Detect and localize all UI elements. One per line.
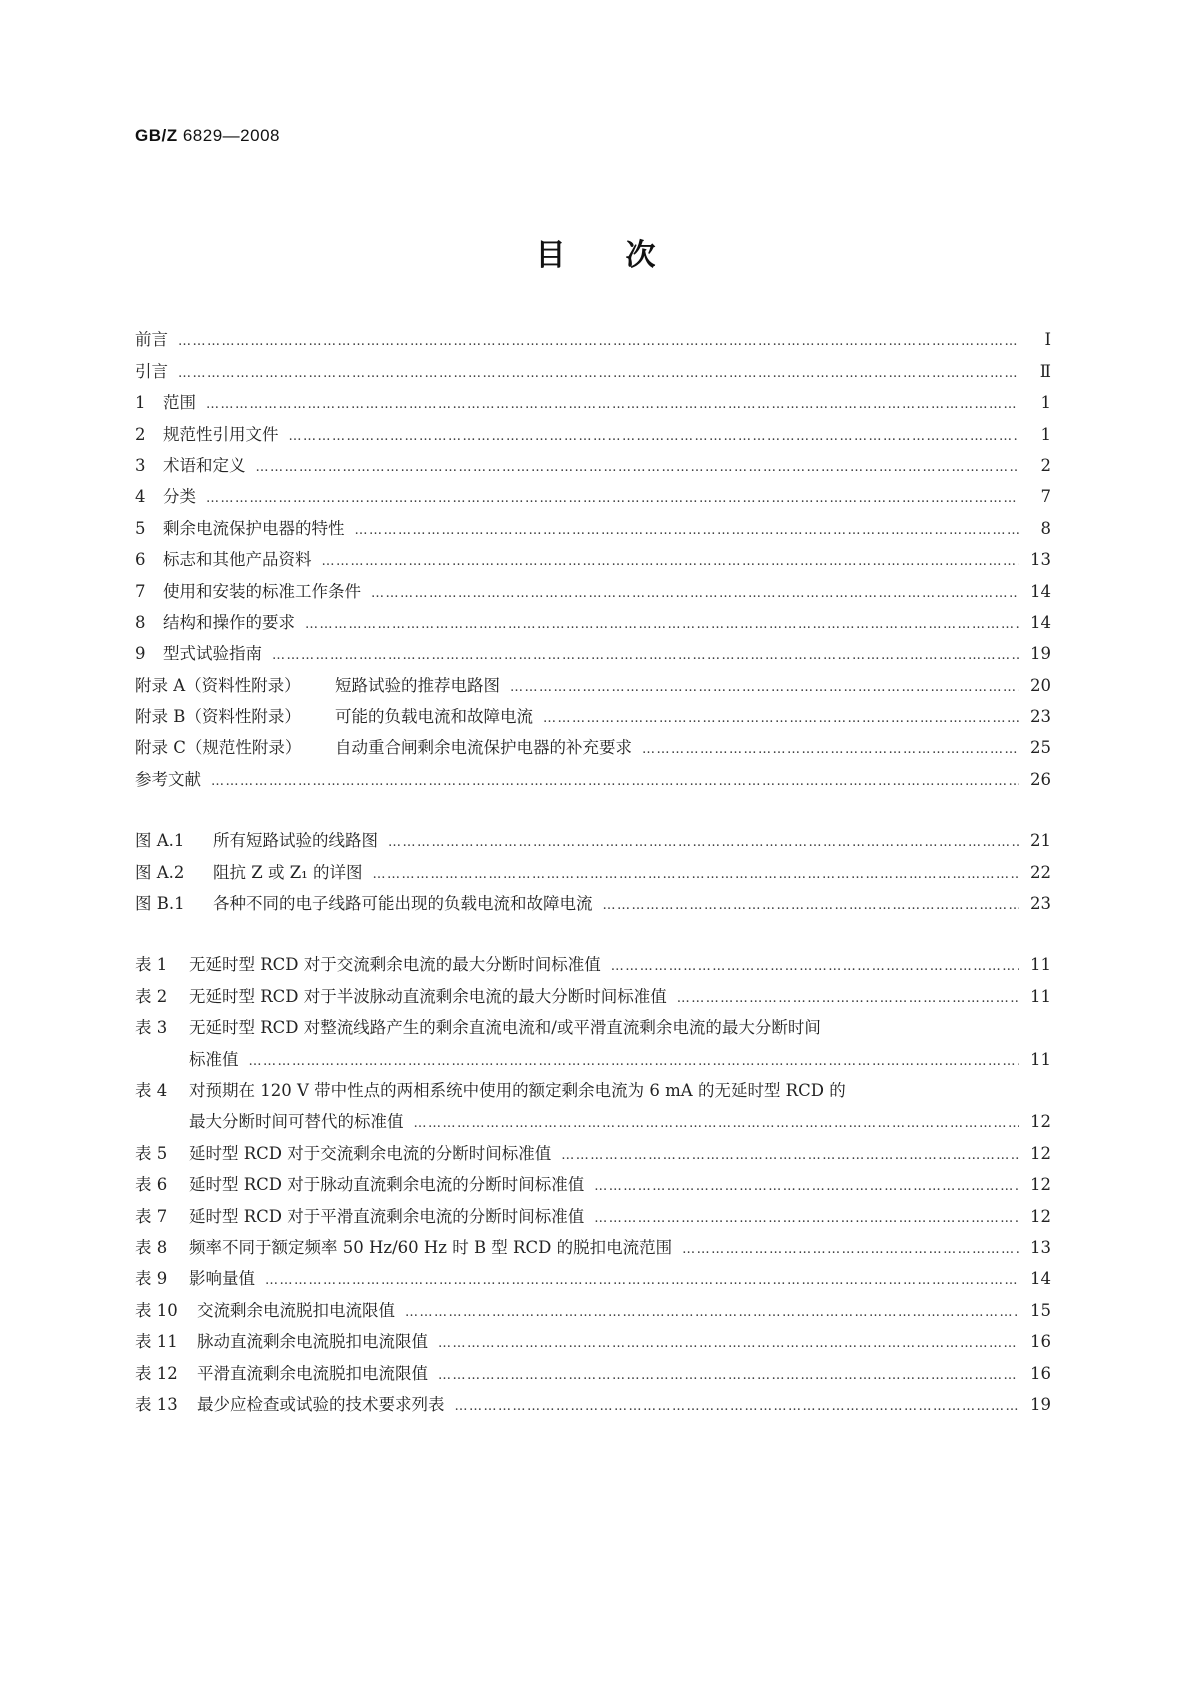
table-entry[interactable]: [135, 1171, 1051, 1202]
leader-dots: [355, 523, 1020, 538]
leader-dots: [561, 1148, 1019, 1163]
toc-entry-page: 2: [1040, 455, 1051, 475]
toc-entry-title: 参考文献: [135, 769, 201, 789]
leader-dots: [206, 491, 1019, 506]
leader-dots: [455, 1399, 1020, 1414]
toc-entry[interactable]: [135, 514, 1051, 545]
leader-dots: [272, 648, 1019, 663]
toc-entry-page: 25: [1030, 738, 1051, 758]
table-title: 影响量值: [189, 1269, 255, 1289]
leader-dots: [289, 429, 1020, 444]
toc-entry-title: 范围: [163, 393, 196, 413]
toc-entry-title: 可能的负载电流和故障电流: [335, 707, 533, 727]
leader-dots: [305, 617, 1019, 632]
leader-dots: [388, 835, 1019, 850]
toc-entry-number: 9: [135, 644, 146, 664]
toc-entry[interactable]: [135, 452, 1051, 483]
standard-code: 6829—2008: [182, 126, 280, 145]
toc-entry[interactable]: [135, 483, 1051, 514]
figure-page: 23: [1030, 894, 1051, 914]
toc-entry-title: 剩余电流保护电器的特性: [163, 518, 345, 538]
toc-entry-title: 引言: [135, 361, 168, 381]
toc-entry-page: 1: [1040, 393, 1051, 413]
toc-entry-page: 26: [1030, 769, 1051, 789]
table-page: 16: [1030, 1332, 1051, 1352]
toc-entry[interactable]: [135, 420, 1051, 451]
toc-entry-number: 附录 A（资料性附录）: [135, 675, 301, 695]
figure-entry[interactable]: [135, 890, 1051, 921]
toc-entry-page: Ⅱ: [1039, 361, 1051, 381]
leader-dots: [594, 1211, 1019, 1226]
table-entry[interactable]: [135, 1139, 1051, 1170]
toc-entry-page: 14: [1030, 612, 1051, 632]
figure-title: 各种不同的电子线路可能出现的负载电流和故障电流: [213, 894, 593, 914]
leader-dots: [543, 711, 1019, 726]
leader-dots: [206, 397, 1019, 412]
table-page: 11: [1030, 1049, 1051, 1069]
toc-entry[interactable]: [135, 671, 1051, 702]
table-title: 交流剩余电流脱扣电流限值: [197, 1300, 395, 1320]
table-entry[interactable]: [135, 1391, 1051, 1422]
section-gap: [135, 921, 1051, 951]
table-entry[interactable]: [135, 951, 1051, 982]
toc-entry-title: 标志和其他产品资料: [163, 550, 312, 570]
figure-title: 阻抗 Z 或 Z₁ 的详图: [213, 862, 363, 882]
toc-entry-title: 型式试验指南: [163, 644, 262, 664]
toc-entry-title: 规范性引用文件: [163, 424, 279, 444]
toc-entry-page: Ⅰ: [1044, 330, 1051, 350]
table-title: 对预期在 120 V 带中性点的两相系统中使用的额定剩余电流为 6 mA 的无延时型 RCD 的: [189, 1080, 846, 1100]
standard-prefix: GB/Z: [135, 126, 178, 145]
leader-dots: [178, 366, 1019, 381]
figure-number: 图 A.2: [135, 862, 185, 882]
table-page: 12: [1030, 1206, 1051, 1226]
toc-entry[interactable]: [135, 703, 1051, 734]
table-entry[interactable]: [135, 1328, 1051, 1359]
table-title: 延时型 RCD 对于交流剩余电流的分断时间标准值: [189, 1143, 552, 1163]
table-entry-continuation[interactable]: [135, 1108, 1051, 1139]
leader-dots: [414, 1116, 1020, 1131]
table-page: 19: [1030, 1394, 1051, 1414]
toc-entry[interactable]: [135, 734, 1051, 765]
table-title: 频率不同于额定频率 50 Hz/60 Hz 时 B 型 RCD 的脱扣电流范围: [189, 1237, 673, 1257]
leader-dots: [603, 898, 1020, 913]
table-page: 15: [1030, 1300, 1051, 1320]
table-number: 表 12: [135, 1363, 178, 1383]
toc-entry-page: 23: [1030, 707, 1051, 727]
toc-entry-page: 7: [1040, 487, 1051, 507]
toc-entry-number: 2: [135, 424, 146, 444]
table-number: 表 1: [135, 955, 168, 975]
toc-entry-page: 20: [1030, 675, 1051, 695]
toc-entry[interactable]: [135, 609, 1051, 640]
table-entry[interactable]: [135, 982, 1051, 1013]
table-title: 延时型 RCD 对于平滑直流剩余电流的分断时间标准值: [189, 1206, 585, 1226]
table-entry[interactable]: [135, 1296, 1051, 1327]
table-title: 延时型 RCD 对于脉动直流剩余电流的分断时间标准值: [189, 1175, 585, 1195]
leader-dots: [256, 460, 1020, 475]
table-page: 12: [1030, 1175, 1051, 1195]
leader-dots: [265, 1273, 1019, 1288]
toc-entry-page: 1: [1040, 424, 1051, 444]
toc-entry-number: 4: [135, 487, 146, 507]
toc-entry-title: 短路试验的推荐电路图: [335, 675, 500, 695]
figure-page: 21: [1030, 831, 1051, 851]
toc-entry-title: 自动重合闸剩余电流保护电器的补充要求: [335, 738, 632, 758]
toc-entry[interactable]: [135, 546, 1051, 577]
figure-entry[interactable]: [135, 858, 1051, 889]
table-number: 表 4: [135, 1080, 168, 1100]
leader-dots: [178, 334, 1019, 349]
leader-dots: [642, 742, 1019, 757]
table-entry[interactable]: [135, 1014, 1051, 1045]
toc-entry-number: 8: [135, 612, 146, 632]
toc-entry[interactable]: [135, 326, 1051, 357]
leader-dots: [322, 554, 1020, 569]
table-number: 表 2: [135, 986, 168, 1006]
toc-entry-title: 前言: [135, 330, 168, 350]
table-number: 表 13: [135, 1394, 178, 1414]
toc-entry[interactable]: [135, 357, 1051, 388]
leader-dots: [373, 867, 1019, 882]
table-number: 表 7: [135, 1206, 168, 1226]
figure-entry[interactable]: [135, 827, 1051, 858]
leader-dots: [405, 1305, 1019, 1320]
table-entry[interactable]: [135, 1234, 1051, 1265]
page-title: 目次: [535, 238, 716, 273]
leader-dots: [211, 774, 1019, 789]
toc-entry-title: 分类: [163, 487, 196, 507]
leader-dots: [594, 1179, 1019, 1194]
standard-number: [135, 126, 280, 146]
toc-entry-page: 14: [1030, 581, 1051, 601]
leader-dots: [611, 959, 1019, 974]
table-page: 16: [1030, 1363, 1051, 1383]
toc-entry-title: 术语和定义: [163, 455, 246, 475]
toc-entry-page: 19: [1030, 644, 1051, 664]
table-number: 表 8: [135, 1237, 168, 1257]
section-gap: [135, 797, 1051, 827]
toc-entry-title: 结构和操作的要求: [163, 612, 295, 632]
toc-entry-title: 使用和安装的标准工作条件: [163, 581, 361, 601]
table-of-contents: [135, 326, 1051, 1422]
figure-page: 22: [1030, 862, 1051, 882]
leader-dots: [438, 1368, 1019, 1383]
table-page: 12: [1030, 1143, 1051, 1163]
toc-entry-number: 3: [135, 455, 146, 475]
table-page: 12: [1030, 1112, 1051, 1132]
table-number: 表 9: [135, 1269, 168, 1289]
table-entry[interactable]: [135, 1077, 1051, 1108]
leader-dots: [249, 1054, 1020, 1069]
table-number: 表 3: [135, 1018, 168, 1038]
figure-title: 所有短路试验的线路图: [213, 831, 378, 851]
table-entry-continuation[interactable]: [135, 1045, 1051, 1076]
table-number: 表 6: [135, 1175, 168, 1195]
table-title: 无延时型 RCD 对于交流剩余电流的最大分断时间标准值: [189, 955, 601, 975]
table-number: 表 10: [135, 1300, 178, 1320]
table-number: 表 11: [135, 1332, 178, 1352]
leader-dots: [682, 1242, 1019, 1257]
table-page: 11: [1030, 955, 1051, 975]
toc-entry[interactable]: [135, 640, 1051, 671]
table-entry[interactable]: [135, 1202, 1051, 1233]
table-title: 脉动直流剩余电流脱扣电流限值: [197, 1332, 428, 1352]
table-title-continued: 标准值: [189, 1049, 239, 1069]
leader-dots: [371, 586, 1019, 601]
table-entry[interactable]: [135, 1265, 1051, 1296]
table-title: 最少应检查或试验的技术要求列表: [197, 1394, 445, 1414]
leader-dots: [510, 680, 1019, 695]
toc-entry-number: 附录 B（资料性附录）: [135, 707, 301, 727]
table-title: 无延时型 RCD 对于半波脉动直流剩余电流的最大分断时间标准值: [189, 986, 667, 1006]
table-page: 11: [1030, 986, 1051, 1006]
toc-entry[interactable]: [135, 577, 1051, 608]
figure-number: 图 B.1: [135, 894, 185, 914]
table-page: 13: [1030, 1237, 1051, 1257]
toc-entry-number: 1: [135, 393, 146, 413]
table-title: 平滑直流剩余电流脱扣电流限值: [197, 1363, 428, 1383]
toc-entry-number: 6: [135, 550, 146, 570]
figure-number: 图 A.1: [135, 831, 185, 851]
toc-entry-number: 7: [135, 581, 146, 601]
toc-entry-page: 8: [1040, 518, 1051, 538]
leader-dots: [438, 1336, 1019, 1351]
toc-entry-number: 附录 C（规范性附录）: [135, 738, 302, 758]
table-title-continued: 最大分断时间可替代的标准值: [189, 1112, 404, 1132]
toc-entry-number: 5: [135, 518, 146, 538]
toc-entry-page: 13: [1030, 550, 1051, 570]
leader-dots: [677, 991, 1019, 1006]
toc-entry[interactable]: [135, 389, 1051, 420]
table-title: 无延时型 RCD 对整流线路产生的剩余直流电流和/或平滑直流剩余电流的最大分断时间: [189, 1018, 821, 1038]
table-page: 14: [1030, 1269, 1051, 1289]
toc-entry[interactable]: [135, 765, 1051, 796]
table-number: 表 5: [135, 1143, 168, 1163]
table-entry[interactable]: [135, 1359, 1051, 1390]
